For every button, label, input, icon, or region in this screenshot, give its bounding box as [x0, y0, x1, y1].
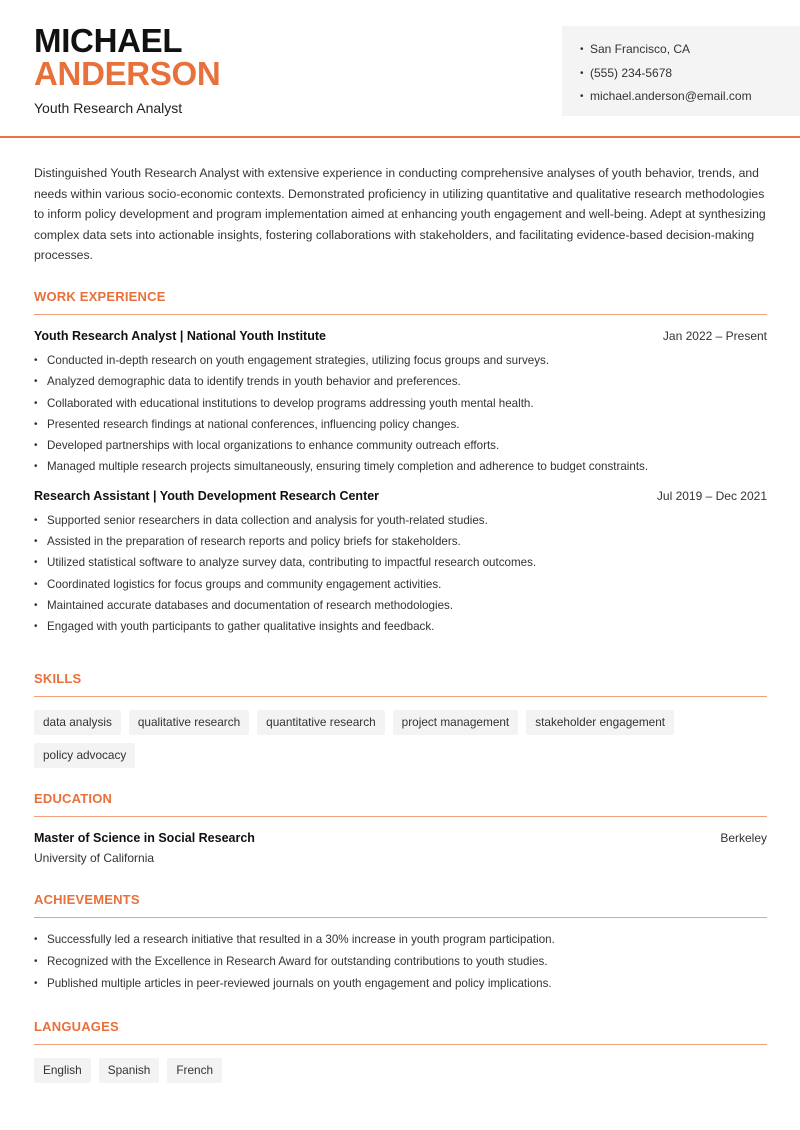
section-heading: LANGUAGES — [34, 1019, 119, 1034]
job-role: Research Assistant | Youth Development Research Center — [34, 488, 380, 503]
section-heading: ACHIEVEMENTS — [34, 892, 140, 907]
resume-header — [0, 0, 800, 138]
bullet-item: • Assisted in the preparation of research reports and policy briefs for stakeholders. — [34, 531, 767, 552]
section-divider — [34, 314, 767, 315]
achievement-list — [34, 929, 767, 995]
section-divider — [34, 816, 767, 817]
job-dates: Jul 2019 – Dec 2021 — [656, 488, 767, 503]
last-name: ANDERSON — [34, 55, 221, 92]
section-heading: WORK EXPERIENCE — [34, 289, 166, 304]
bullet-item: • Presented research findings at national conferences, influencing policy changes. — [34, 414, 767, 435]
bullet-item: • Conducted in-depth research on youth engagement strategies, utilizing focus groups and surveys. — [34, 350, 767, 371]
language-tag: Spanish — [99, 1058, 160, 1083]
first-name: MICHAEL — [34, 22, 183, 59]
job-bullets — [34, 510, 767, 638]
skill-tag: qualitative research — [129, 710, 249, 735]
section-languages — [34, 1018, 767, 1083]
section-education — [34, 790, 767, 865]
skill-tag: stakeholder engagement — [526, 710, 674, 735]
professional-summary: Distinguished Youth Research Analyst with extensive experience in conducting comprehensive analyses of youth behavior, trends, and needs within various socio-economic contexts. Demonstrated proficiency in utilizing quantitative and qualitative research methodologies to inform policy development and program implementation aimed at enhancing youth engagement and well-being. Adept at synthesizing complex data sets into actionable insights, fostering collaborations with stakeholders, and facilitating evidence-based decision-making processes. — [34, 166, 766, 262]
skill-tag: policy advocacy — [34, 743, 135, 768]
job-role: Youth Research Analyst | National Youth Institute — [34, 329, 326, 343]
contact-email: • michael.anderson@email.com — [580, 85, 800, 109]
section-divider — [34, 696, 767, 697]
bullet-item: • Utilized statistical software to analyze survey data, contributing to impactful research outcomes. — [34, 552, 767, 573]
section-achievements — [34, 891, 767, 995]
bullet-item: • Coordinated logistics for focus groups and community engagement activities. — [34, 574, 767, 595]
contact-box — [562, 26, 800, 116]
achievement-item: • Published multiple articles in peer-reviewed journals on youth engagement and policy implications. — [34, 973, 767, 995]
contact-list — [580, 38, 800, 109]
job-entry — [34, 329, 767, 478]
section-heading: EDUCATION — [34, 791, 113, 806]
degree: Master of Science in Social Research — [34, 831, 255, 845]
bullet-item: • Engaged with youth participants to gather qualitative insights and feedback. — [34, 616, 767, 637]
education-location: Berkeley — [720, 831, 767, 845]
bullet-item: • Analyzed demographic data to identify trends in youth behavior and preferences. — [34, 371, 767, 392]
achievement-item: • Successfully led a research initiative that resulted in a 30% increase in youth program participation. — [34, 929, 767, 951]
contact-location: • San Francisco, CA — [580, 38, 800, 62]
skills-tags — [34, 710, 767, 768]
section-heading: SKILLS — [34, 671, 82, 686]
bullet-item: • Collaborated with educational institutions to develop programs addressing youth mental health. — [34, 393, 767, 414]
language-tags — [34, 1058, 767, 1083]
school-name: University of California — [34, 851, 155, 865]
section-work-experience — [34, 288, 767, 638]
job-bullets — [34, 350, 767, 478]
job-dates: Jan 2022 – Present — [662, 329, 767, 343]
bullet-item: • Managed multiple research projects simultaneously, ensuring timely completion and adherence to budget constraints. — [34, 456, 767, 477]
skill-tag: data analysis — [34, 710, 121, 735]
job-title: Youth Research Analyst — [34, 100, 183, 116]
job-entry — [34, 489, 767, 638]
bullet-item: • Supported senior researchers in data collection and analysis for youth-related studies. — [34, 510, 767, 531]
language-tag: English — [34, 1058, 91, 1083]
bullet-item: • Maintained accurate databases and documentation of research methodologies. — [34, 595, 767, 616]
section-divider — [34, 917, 767, 918]
contact-phone: • (555) 234-5678 — [580, 62, 800, 86]
section-divider — [34, 1044, 767, 1045]
achievement-item: • Recognized with the Excellence in Research Award for outstanding contributions to youth studies. — [34, 951, 767, 973]
bullet-item: • Developed partnerships with local organizations to enhance community outreach efforts. — [34, 435, 767, 456]
section-skills — [34, 670, 767, 768]
skill-tag: project management — [393, 710, 519, 735]
language-tag: French — [167, 1058, 222, 1083]
skill-tag: quantitative research — [257, 710, 385, 735]
